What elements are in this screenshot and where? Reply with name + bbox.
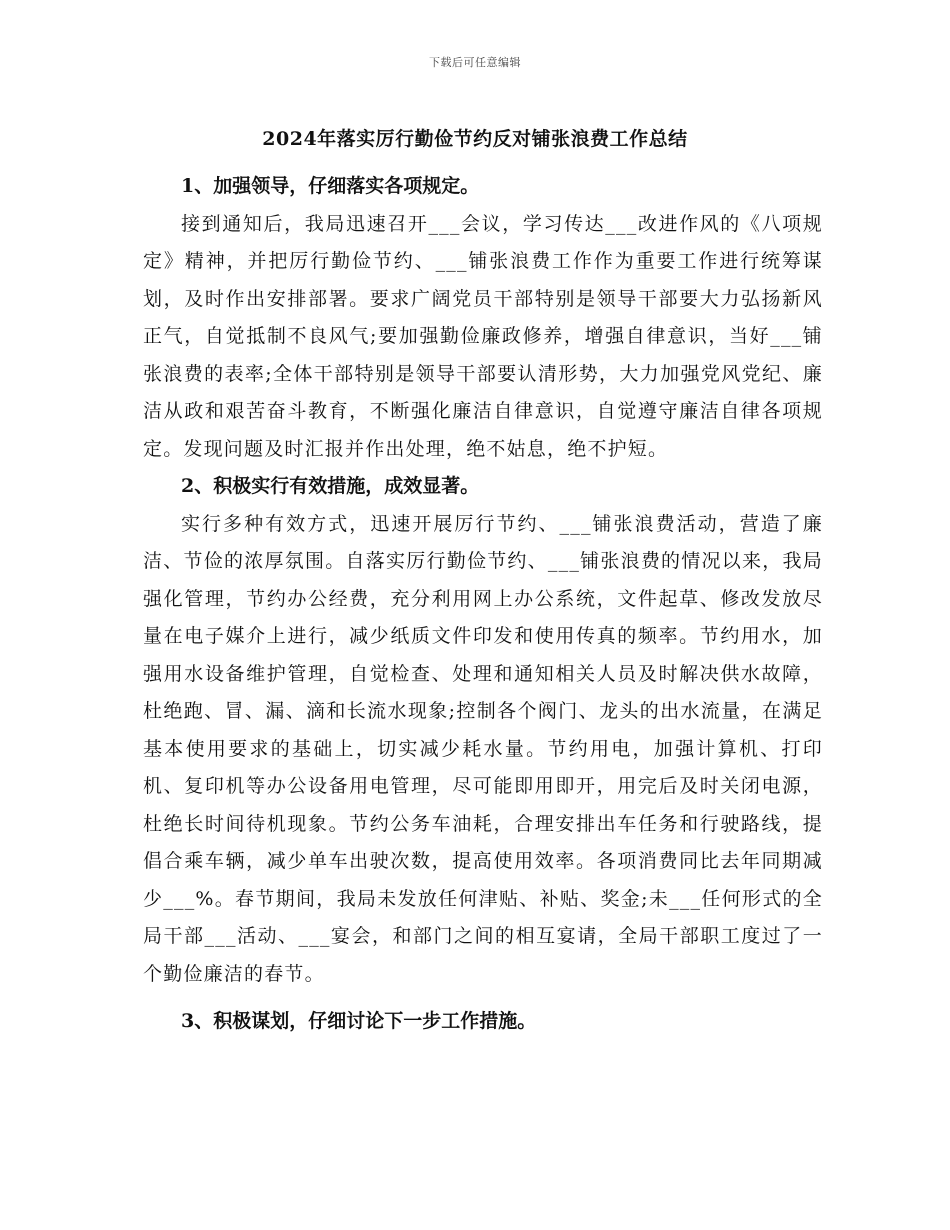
section-paragraph-2: 实行多种有效方式，迅速开展厉行节约、___铺张浪费活动，营造了廉洁、节俭的浓厚氛围。自落实厉行勤俭节约、___铺张浪费的情况以来，我局强化管理，节约办公经费，充分利用网上办公系统，文件起草、修改发放尽量在电子媒介上进行，减少纸质文件印发和使用传真的频率。节约用水，加强用水设备维护管理，自觉检查、处理和通知相关人员及时解决供水故障，杜绝跑、冒、漏、滴和长流水现象;控制各个阀门、龙头的出水流量，在满足基本使用要求的基础上，切实减少耗水量。节约用电，加强计算机、打印机、复印机等办公设备用电管理，尽可能即用即开，用完后及时关闭电源，杜绝长时间待机现象。节约公务车油耗，合理安排出车任务和行驶路线，提倡合乘车辆，减少单车出驶次数，提高使用效率。各项消费同比去年同期减少___%。春节期间，我局未发放任何津贴、补贴、奖金;未___任何形式的全局干部___活动、___宴会，和部门之间的相互宴请，全局干部职工度过了一个勤俭廉洁的春节。 [143,512,823,985]
section-paragraph-1: 接到通知后，我局迅速召开___会议，学习传达___改进作风的《八项规定》精神，并把厉行勤俭节约、___铺张浪费工作作为重要工作进行统筹谋划，及时作出安排部署。要求广阔党员干部特别是领导干部要大力弘扬新风正气，自觉抵制不良风气;要加强勤俭廉政修养，增强自律意识，当好___铺张浪费的表率;全体干部特别是领导干部要认清形势，大力加强党风党纪、廉洁从政和艰苦奋斗教育，不断强化廉洁自律意识，自觉遵守廉洁自律各项规定。发现问题及时汇报并作出处理，绝不姑息，绝不护短。 [143,212,823,460]
header-note: 下载后可任意编辑 [429,56,521,69]
document-body [143,168,823,1041]
section-heading-2: 2、积极实行有效措施，成效显著。 [181,475,480,497]
page-title: 2024年落实厉行勤俭节约反对铺张浪费工作总结 [262,128,688,150]
section-heading-3: 3、积极谋划，仔细讨论下一步工作措施。 [181,1010,537,1032]
section-heading-1: 1、加强领导，仔细落实各项规定。 [181,175,480,197]
